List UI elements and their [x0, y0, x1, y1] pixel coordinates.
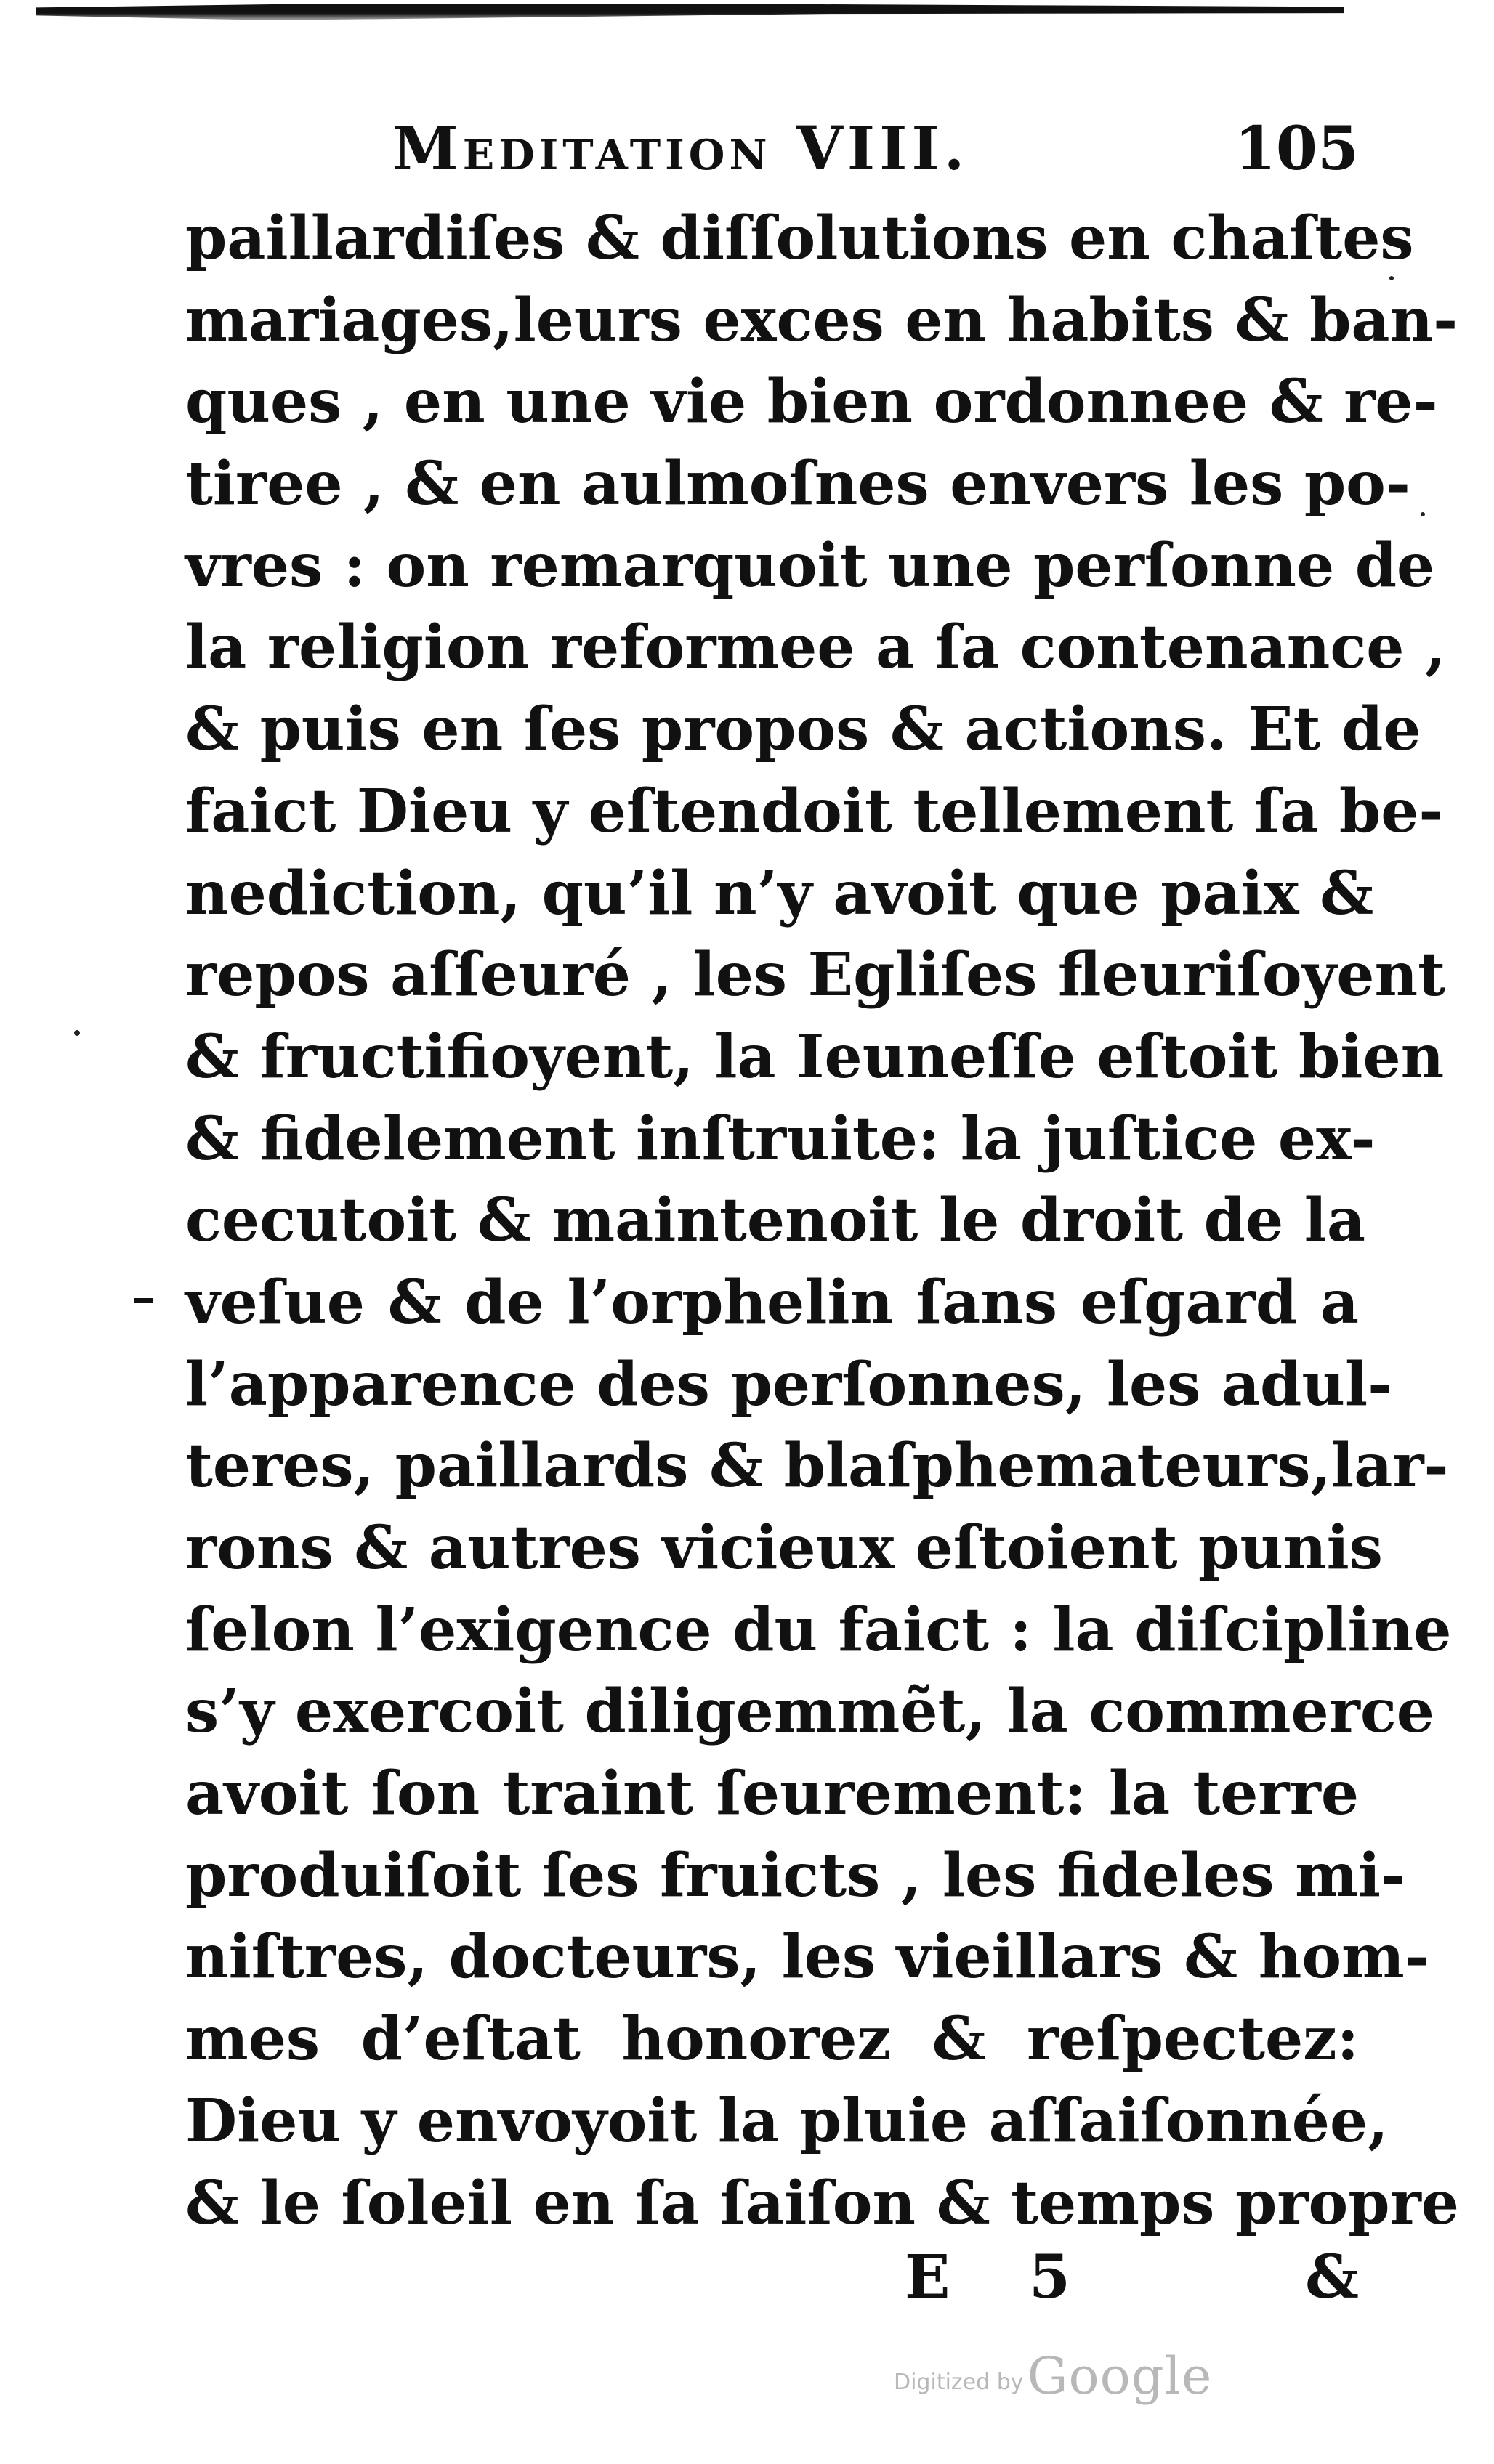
- watermark-prefix: Digitized by: [894, 2370, 1024, 2395]
- top-border-rule: [36, 4, 1344, 20]
- page-footer: [185, 2237, 1359, 2317]
- text-line: l’apparence des perſonnes, les adul-: [185, 1349, 1393, 1419]
- margin-mark: [134, 1298, 153, 1303]
- text-line: vres : on remarquoit une perſonne de: [185, 530, 1435, 601]
- text-line: paillardiſes & diſſolutions en chaſtes: [185, 203, 1414, 273]
- text-line: avoit ſon traint ſeurement: la terre: [185, 1759, 1359, 1829]
- page-number: 105: [1234, 114, 1359, 184]
- text-line: repos aſſeuré , les Egliſes fleuriſoyent: [185, 940, 1445, 1010]
- running-head-title: Meditation VIII.: [392, 114, 969, 184]
- text-line: & fidelement inſtruite: la juſtice ex-: [185, 1103, 1376, 1174]
- text-line: & fructifioyent, la Ieuneſſe eſtoit bien: [185, 1021, 1445, 1092]
- digitization-watermark: [894, 2346, 1212, 2406]
- text-line: nediction, qu’il n’y avoit que paix &: [185, 858, 1374, 928]
- ink-speck: [74, 1030, 80, 1036]
- text-line: cecutoit & maintenoit le droit de la: [185, 1186, 1365, 1256]
- text-line: mes d’eſtat honorez & reſpectez:: [185, 2004, 1359, 2075]
- text-line: teres, paillards & blaſphemateurs,lar-: [185, 1431, 1449, 1502]
- signature-mark: E 5: [905, 2242, 1100, 2312]
- text-line: produiſoit ſes fruicts , les fideles mi-: [185, 1840, 1406, 1910]
- text-line: rons & autres vicieux eſtoient punis: [185, 1513, 1383, 1583]
- text-line: ques , en une vie bien ordonnee & re-: [185, 367, 1438, 437]
- ink-speck: [1389, 276, 1394, 280]
- text-line: Dieu y envoyoit la pluie aſſaiſonnée,: [185, 2086, 1389, 2156]
- text-line: faict Dieu y eſtendoit tellement ſa be-: [185, 776, 1444, 846]
- text-line: & le ſoleil en ſa ſaiſon & temps propre: [185, 2168, 1459, 2238]
- catchword: &: [1304, 2242, 1359, 2312]
- watermark-brand: Google: [1027, 2346, 1213, 2406]
- text-line: la religion reformee a ſa contenance ,: [185, 612, 1446, 683]
- text-line: mariages,leurs exces en habits & ban-: [185, 285, 1458, 355]
- text-line: ſelon l’exigence du faict : la diſcipline: [185, 1594, 1452, 1665]
- text-line: s’y exercoit diligemmẽt, la commerce: [185, 1677, 1434, 1747]
- text-line: niſtres, docteurs, les vieillars & hom-: [185, 1922, 1429, 1993]
- ink-speck: [1421, 512, 1425, 516]
- text-line: veſue & de l’orphelin ſans eſgard a: [185, 1267, 1359, 1337]
- text-line: & puis en ſes propos & actions. Et de: [185, 694, 1421, 765]
- text-line: tiree , & en aulmoſnes envers les po-: [185, 449, 1410, 519]
- running-head: [392, 109, 1359, 196]
- body-text: [185, 198, 1459, 2244]
